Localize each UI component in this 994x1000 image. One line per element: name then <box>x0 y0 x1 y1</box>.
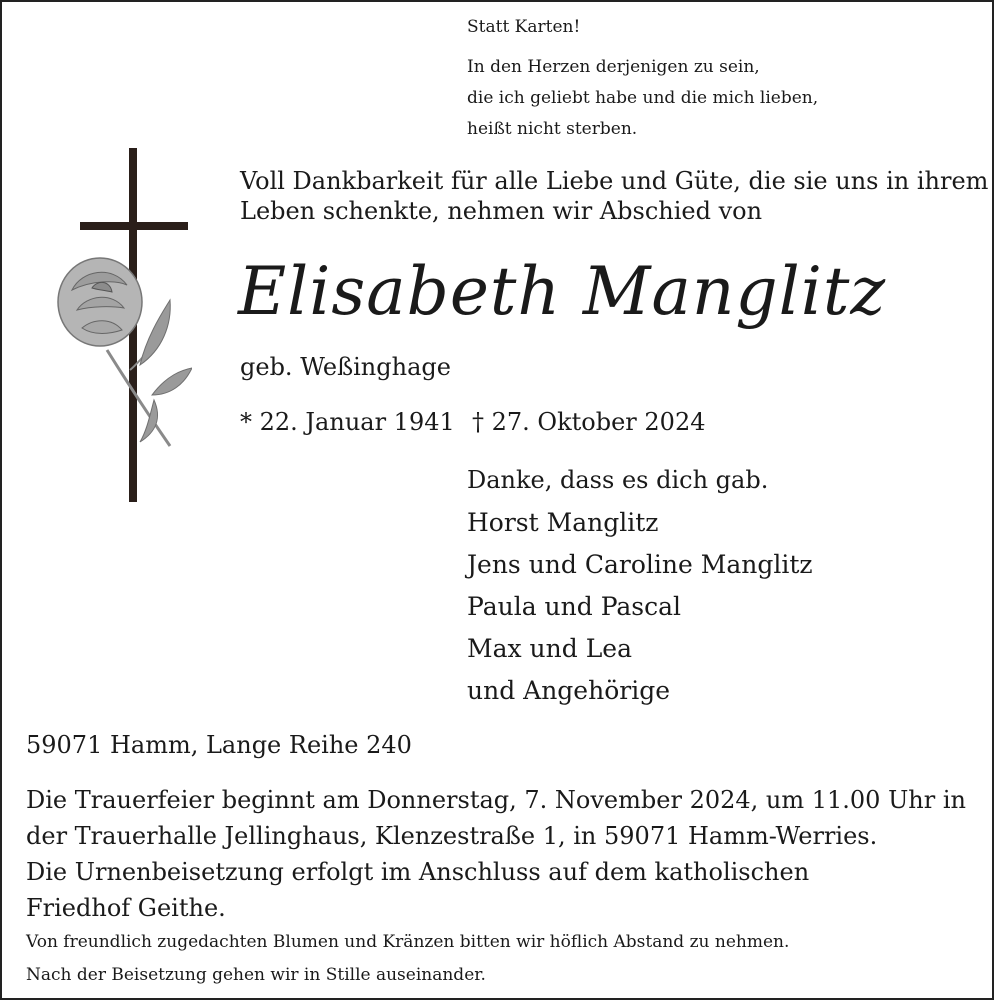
cross-with-rose <box>74 148 219 504</box>
closing-text <box>26 926 789 992</box>
closing-line: Nach der Beisetzung gehen wir in Stille auseinander. <box>26 965 486 985</box>
mourners-list <box>467 502 813 712</box>
ceremony-text <box>26 782 966 926</box>
birth-date: * 22. Januar 1941 <box>240 408 455 436</box>
death-date: † 27. Oktober 2024 <box>472 408 706 436</box>
poem-line: heißt nicht sterben. <box>467 119 638 139</box>
mourner: Paula und Pascal <box>467 592 682 621</box>
mourner: Jens und Caroline Manglitz <box>467 550 813 579</box>
poem <box>467 52 818 145</box>
rose-icon <box>52 250 192 450</box>
ceremony-line: Die Trauerfeier beginnt am Donnerstag, 7. November 2024, um 11.00 Uhr in <box>26 786 966 814</box>
ceremony-line: der Trauerhalle Jellinghaus, Klenzestraße 1, in 59071 Hamm-Werries. <box>26 822 878 850</box>
mourner: Horst Manglitz <box>467 508 659 537</box>
birth-name: geb. Weßinghage <box>240 353 451 381</box>
mourner: und Angehörige <box>467 676 671 705</box>
address: 59071 Hamm, Lange Reihe 240 <box>26 731 412 759</box>
ceremony-line: Die Urnenbeisetzung erfolgt im Anschluss auf dem katholischen <box>26 858 810 886</box>
intro-line: Voll Dankbarkeit für alle Liebe und Güte, die sie uns in ihrem <box>240 167 989 195</box>
ceremony-line: Friedhof Geithe. <box>26 894 226 922</box>
header-note: Statt Karten! <box>467 17 581 37</box>
thanks-text: Danke, dass es dich gab. <box>467 466 769 494</box>
intro-text <box>240 166 988 226</box>
poem-line: In den Herzen derjenigen zu sein, <box>467 57 760 77</box>
mourner: Max und Lea <box>467 634 633 663</box>
intro-line: Leben schenkte, nehmen wir Abschied von <box>240 197 763 225</box>
poem-line: die ich geliebt habe und die mich lieben, <box>467 88 819 108</box>
closing-line: Von freundlich zugedachten Blumen und Kränzen bitten wir höflich Abstand zu nehmen. <box>26 932 790 952</box>
deceased-name: Elisabeth Manglitz <box>238 253 887 330</box>
